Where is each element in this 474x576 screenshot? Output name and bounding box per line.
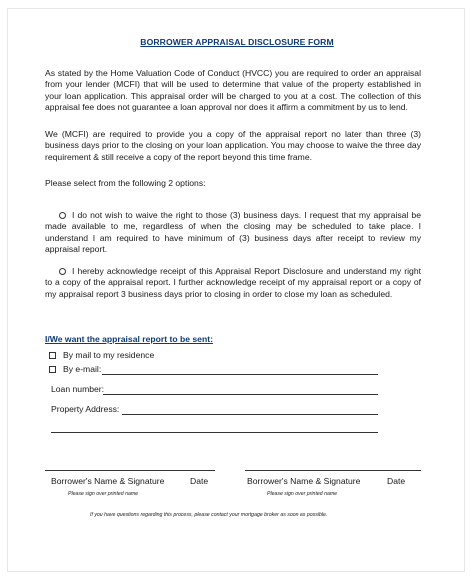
- option-1-radio[interactable]: [59, 212, 66, 219]
- by-mail-label: By mail to my residence: [63, 350, 155, 360]
- property-address-field[interactable]: [122, 414, 378, 415]
- property-address-label: Property Address:: [51, 404, 120, 414]
- borrower-2-date-label: Date: [387, 476, 406, 486]
- borrower-2-signature-line[interactable]: [245, 470, 421, 471]
- intro-paragraph: As stated by the Home Valuation Code of Conduct (HVCC) you are required to order an appraisal from your lender (MCFI) that will be used to determine that value of the property established in your loan application. This appraisal order will be charged to you at a cost. The collection of this appraisal fee does not guarantee a loan approval nor does it affirm a commitment by us to lend.: [45, 68, 421, 113]
- form-title: BORROWER APPRAISAL DISCLOSURE FORM: [140, 37, 334, 47]
- by-mail-checkbox[interactable]: [49, 352, 56, 359]
- by-email-label: By e-mail:: [63, 364, 102, 374]
- select-prompt: Please select from the following 2 options:: [45, 178, 206, 188]
- borrower-1-signature-line[interactable]: [45, 470, 215, 471]
- borrower-1-signature-label: Borrower's Name & Signature: [51, 476, 165, 486]
- borrower-1-date-label: Date: [190, 476, 209, 486]
- property-address-field-2[interactable]: [51, 432, 378, 433]
- borrower-2-signature-label: Borrower's Name & Signature: [247, 476, 361, 486]
- option-2-radio[interactable]: [59, 268, 66, 275]
- send-heading: I/We want the appraisal report to be sent:: [45, 334, 213, 344]
- option-1-text: I do not wish to waive the right to those (3) business days. I request that my appraisal be made available to me, regardless of when the closing may be scheduled to take place. I understand I am required to have minimum of (3) business days after receipt to review my appraisal report.: [45, 210, 421, 255]
- footer-note: If you have questions regarding this process, please contact your mortgage broker as soon as possible.: [90, 512, 328, 518]
- option-2-row[interactable]: [45, 266, 421, 300]
- loan-number-field[interactable]: [103, 394, 378, 395]
- option-2-text: I hereby acknowledge receipt of this Appraisal Report Disclosure and understand my right to a copy of the appraisal report. I further acknowledge receipt of my appraisal report or a copy of my appraisal report 3 business days prior to closing in order to close my loan as scheduled.: [45, 266, 421, 299]
- copy-requirement-paragraph: We (MCFI) are required to provide you a copy of the appraisal report no later than three (3) business days prior to the closing on your loan application. You may choose to waive the three day requirement & still receive a copy of the report beyond this time frame.: [45, 129, 421, 162]
- email-field[interactable]: [102, 374, 378, 375]
- by-email-checkbox[interactable]: [49, 366, 56, 373]
- loan-number-label: Loan number:: [51, 384, 105, 394]
- borrower-2-sign-note: Please sign over printed name: [267, 491, 338, 497]
- borrower-1-sign-note: Please sign over printed name: [68, 491, 139, 497]
- option-1-row[interactable]: [45, 210, 421, 256]
